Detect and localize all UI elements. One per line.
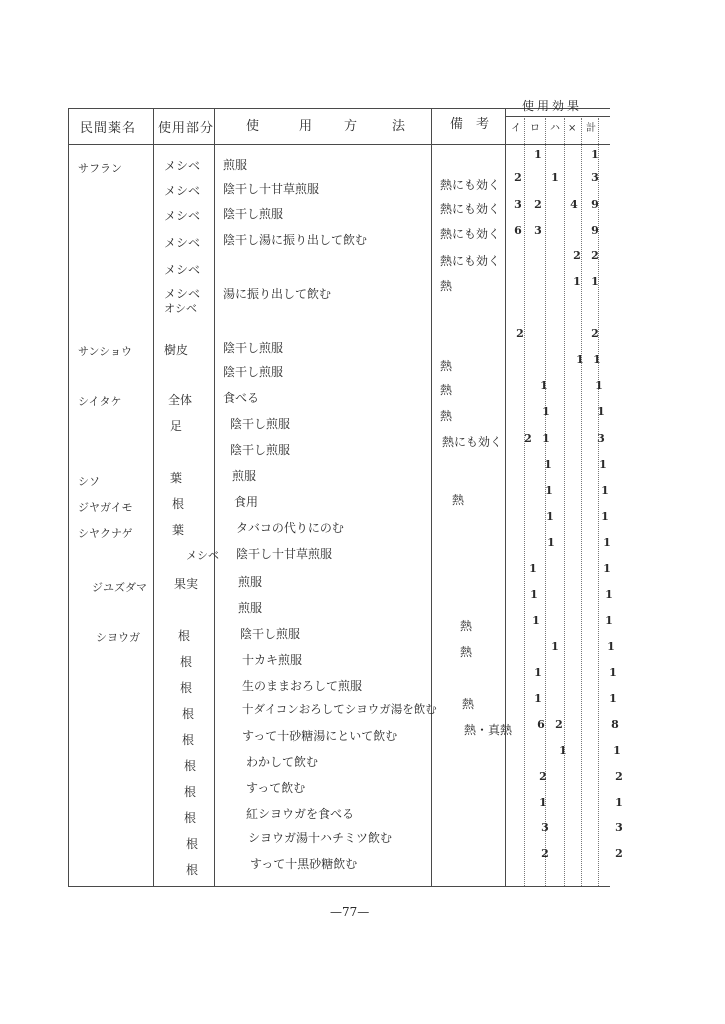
row-method: 陰干し十甘草煎服 bbox=[223, 182, 320, 196]
row-effect-i: 6 bbox=[537, 718, 545, 731]
row-name: シヤクナゲ bbox=[78, 527, 133, 540]
row-effect-total: 2 bbox=[615, 770, 623, 783]
row-remark: 熱にも効く bbox=[442, 435, 503, 449]
row-effect-ro: 2 bbox=[534, 198, 542, 211]
table-bottom-rule bbox=[68, 886, 610, 887]
row-remark: 熱 bbox=[440, 409, 453, 423]
row-method: 湯に振り出して飲む bbox=[223, 287, 332, 301]
row-part: メシベ bbox=[164, 184, 201, 198]
effect-subrule-4 bbox=[581, 118, 582, 886]
row-effect-ro: 1 bbox=[559, 744, 567, 757]
row-part: 根 bbox=[180, 681, 193, 695]
row-effect-total: 1 bbox=[603, 536, 611, 549]
row-effect-ro: 1 bbox=[546, 510, 554, 523]
col-rule-part-method bbox=[214, 108, 215, 887]
row-effect-ro: 1 bbox=[545, 484, 553, 497]
col-rule-left bbox=[68, 108, 69, 887]
row-effect-total: 1 bbox=[613, 744, 621, 757]
row-part-2: オシベ bbox=[164, 302, 197, 315]
row-effect-total: 1 bbox=[615, 796, 623, 809]
col-rule-name-part bbox=[153, 108, 154, 887]
row-method: 煎服 bbox=[232, 469, 257, 483]
row-method: シヨウガ湯十ハチミツ飲む bbox=[248, 831, 393, 845]
effect-header-rule bbox=[505, 116, 610, 117]
header-name: 民間薬名 bbox=[80, 121, 137, 136]
row-effect-ro: 1 bbox=[540, 379, 548, 392]
row-method: 十カキ煎服 bbox=[242, 653, 303, 667]
row-effect-i: 2 bbox=[541, 847, 549, 860]
row-part: 根 bbox=[186, 863, 199, 877]
row-name: ジユズダマ bbox=[92, 581, 147, 594]
row-remark: 熱にも効く bbox=[440, 202, 501, 216]
row-method: 食用 bbox=[234, 495, 259, 509]
row-effect-ro: 1 bbox=[551, 640, 559, 653]
row-method: すって十黒砂糖飲む bbox=[250, 857, 358, 871]
row-part: 果実 bbox=[174, 577, 199, 591]
header-effect: 使用効果 bbox=[522, 99, 583, 113]
row-part: メシベ bbox=[186, 549, 219, 562]
row-method: 陰干し煎服 bbox=[230, 417, 291, 431]
row-method: 陰干し湯に振り出して飲む bbox=[223, 233, 368, 247]
row-effect-i: 1 bbox=[532, 614, 540, 627]
row-effect-ro: 1 bbox=[544, 458, 552, 471]
row-part: 根 bbox=[178, 629, 191, 643]
row-part: 根 bbox=[182, 733, 195, 747]
row-part: メシベ bbox=[164, 263, 201, 277]
row-effect-total: 1 bbox=[599, 458, 607, 471]
row-method: 煎服 bbox=[223, 158, 248, 172]
header-effect-x: × bbox=[568, 123, 577, 134]
row-effect-ro: 1 bbox=[542, 432, 550, 445]
header-remark-2: 考 bbox=[476, 117, 490, 132]
row-method: 陰干し煎服 bbox=[223, 365, 284, 379]
row-effect-x: 1 bbox=[573, 275, 581, 288]
row-effect-i: 2 bbox=[539, 770, 547, 783]
row-effect-x: 1 bbox=[576, 353, 584, 366]
row-effect-total: 1 bbox=[601, 484, 609, 497]
row-remark: 熱 bbox=[440, 279, 453, 293]
row-remark: 熱 bbox=[440, 359, 453, 373]
row-part: 根 bbox=[184, 785, 197, 799]
row-part: 根 bbox=[184, 759, 197, 773]
row-method: 生のままおろして煎服 bbox=[242, 679, 363, 693]
row-effect-i: 2 bbox=[514, 171, 522, 184]
row-effect-total: 8 bbox=[611, 718, 619, 731]
row-part: 葉 bbox=[172, 523, 185, 537]
row-part: 足 bbox=[170, 419, 183, 433]
header-effect-ro: ロ bbox=[530, 123, 540, 134]
header-method-3: 方 bbox=[344, 119, 358, 134]
row-effect-total: 1 bbox=[605, 614, 613, 627]
row-remark: 熱にも効く bbox=[440, 254, 501, 268]
row-name: シヨウガ bbox=[96, 631, 140, 644]
row-remark: 熱 bbox=[462, 697, 475, 711]
row-effect-total: 3 bbox=[615, 821, 623, 834]
row-part: 根 bbox=[172, 497, 185, 511]
row-part: 葉 bbox=[170, 471, 183, 485]
row-name: シイタケ bbox=[78, 395, 122, 408]
row-effect-i: 3 bbox=[514, 198, 522, 211]
row-effect-x: 2 bbox=[573, 249, 581, 262]
row-method: 陰干し十甘草煎服 bbox=[236, 547, 333, 561]
row-part: 樹皮 bbox=[164, 343, 189, 357]
row-effect-total: 1 bbox=[609, 692, 617, 705]
row-method: 食べる bbox=[223, 391, 260, 405]
header-method-1: 使 bbox=[246, 119, 260, 134]
row-effect-total: 1 bbox=[607, 640, 615, 653]
row-effect-total: 2 bbox=[591, 327, 599, 340]
row-remark: 熱 bbox=[440, 383, 453, 397]
row-name: ジヤガイモ bbox=[78, 501, 133, 514]
row-effect-i: 2 bbox=[516, 327, 524, 340]
row-part: 全体 bbox=[168, 393, 193, 407]
header-method-2: 用 bbox=[299, 119, 313, 134]
row-method: すって飲む bbox=[246, 781, 306, 795]
row-remark: 熱・真熱 bbox=[464, 723, 513, 737]
row-effect-total: 1 bbox=[597, 405, 605, 418]
header-effect-total: 計 bbox=[586, 123, 596, 134]
row-effect-total: 1 bbox=[601, 510, 609, 523]
row-part: メシベ bbox=[164, 209, 201, 223]
row-remark: 熱にも効く bbox=[440, 178, 501, 192]
row-effect-ro: 2 bbox=[555, 718, 563, 731]
row-part: メシベ bbox=[164, 287, 201, 301]
row-remark: 熱 bbox=[460, 619, 473, 633]
row-part: 根 bbox=[184, 811, 197, 825]
row-method: 紅シヨウガを食べる bbox=[246, 807, 355, 821]
row-part: メシベ bbox=[164, 236, 201, 250]
row-name: シソ bbox=[78, 475, 100, 488]
row-effect-total: 1 bbox=[605, 588, 613, 601]
row-effect-ha: 1 bbox=[551, 171, 559, 184]
header-effect-i: イ bbox=[511, 123, 521, 134]
header-effect-ha: ハ bbox=[550, 123, 560, 134]
row-effect-ro: 3 bbox=[534, 224, 542, 237]
row-effect-i: 1 bbox=[534, 692, 542, 705]
row-effect-total: 2 bbox=[615, 847, 623, 860]
row-effect-x: 4 bbox=[570, 198, 578, 211]
row-method: 陰干し煎服 bbox=[240, 627, 301, 641]
row-effect-total: 2 bbox=[591, 249, 599, 262]
row-method: わかして飲む bbox=[246, 755, 319, 769]
page-number: —77— bbox=[330, 905, 370, 919]
row-method: 陰干し煎服 bbox=[223, 207, 284, 221]
row-effect-i: 6 bbox=[514, 224, 522, 237]
row-part: 根 bbox=[180, 655, 193, 669]
row-effect-total: 9 bbox=[591, 198, 599, 211]
row-remark: 熱 bbox=[460, 645, 473, 659]
row-effect-total: 9 bbox=[591, 224, 599, 237]
row-part: 根 bbox=[186, 837, 199, 851]
row-method: タバコの代りにのむ bbox=[236, 521, 344, 535]
row-effect-i: 2 bbox=[524, 432, 532, 445]
row-method: 煎服 bbox=[238, 575, 263, 589]
row-effect-total: 1 bbox=[593, 353, 601, 366]
row-effect-ro: 1 bbox=[534, 148, 542, 161]
row-effect-i: 1 bbox=[539, 796, 547, 809]
row-remark: 熱 bbox=[452, 493, 465, 507]
row-effect-i: 1 bbox=[534, 666, 542, 679]
row-part: メシベ bbox=[164, 159, 201, 173]
row-method: 十ダイコンおろしてシヨウガ湯を飲む bbox=[242, 702, 437, 716]
row-effect-total: 1 bbox=[591, 148, 599, 161]
row-method: すって十砂糖湯にといて飲む bbox=[242, 729, 398, 743]
row-part: 根 bbox=[182, 707, 195, 721]
row-name: サフラン bbox=[78, 162, 122, 175]
col-rule-method-remark bbox=[431, 108, 432, 887]
row-effect-total: 3 bbox=[591, 171, 599, 184]
row-effect-total: 3 bbox=[597, 432, 605, 445]
row-effect-i: 1 bbox=[530, 588, 538, 601]
row-effect-total: 1 bbox=[591, 275, 599, 288]
row-effect-total: 1 bbox=[595, 379, 603, 392]
row-effect-i: 3 bbox=[541, 821, 549, 834]
row-effect-i: 1 bbox=[529, 562, 537, 575]
row-effect-ro: 1 bbox=[547, 536, 555, 549]
header-part: 使用部分 bbox=[158, 121, 215, 136]
row-effect-ro: 1 bbox=[542, 405, 550, 418]
row-method: 煎服 bbox=[238, 601, 263, 615]
header-method-4: 法 bbox=[392, 119, 406, 134]
header-remark-1: 備 bbox=[450, 117, 464, 132]
row-remark: 熱にも効く bbox=[440, 227, 501, 241]
col-rule-remark-effect bbox=[505, 108, 506, 887]
row-name: サンショウ bbox=[78, 345, 132, 358]
row-effect-total: 1 bbox=[603, 562, 611, 575]
row-effect-total: 1 bbox=[609, 666, 617, 679]
header-bottom-rule bbox=[68, 144, 610, 145]
effect-subrule-3 bbox=[564, 118, 565, 886]
row-method: 陰干し煎服 bbox=[230, 443, 291, 457]
row-method: 陰干し煎服 bbox=[223, 341, 284, 355]
